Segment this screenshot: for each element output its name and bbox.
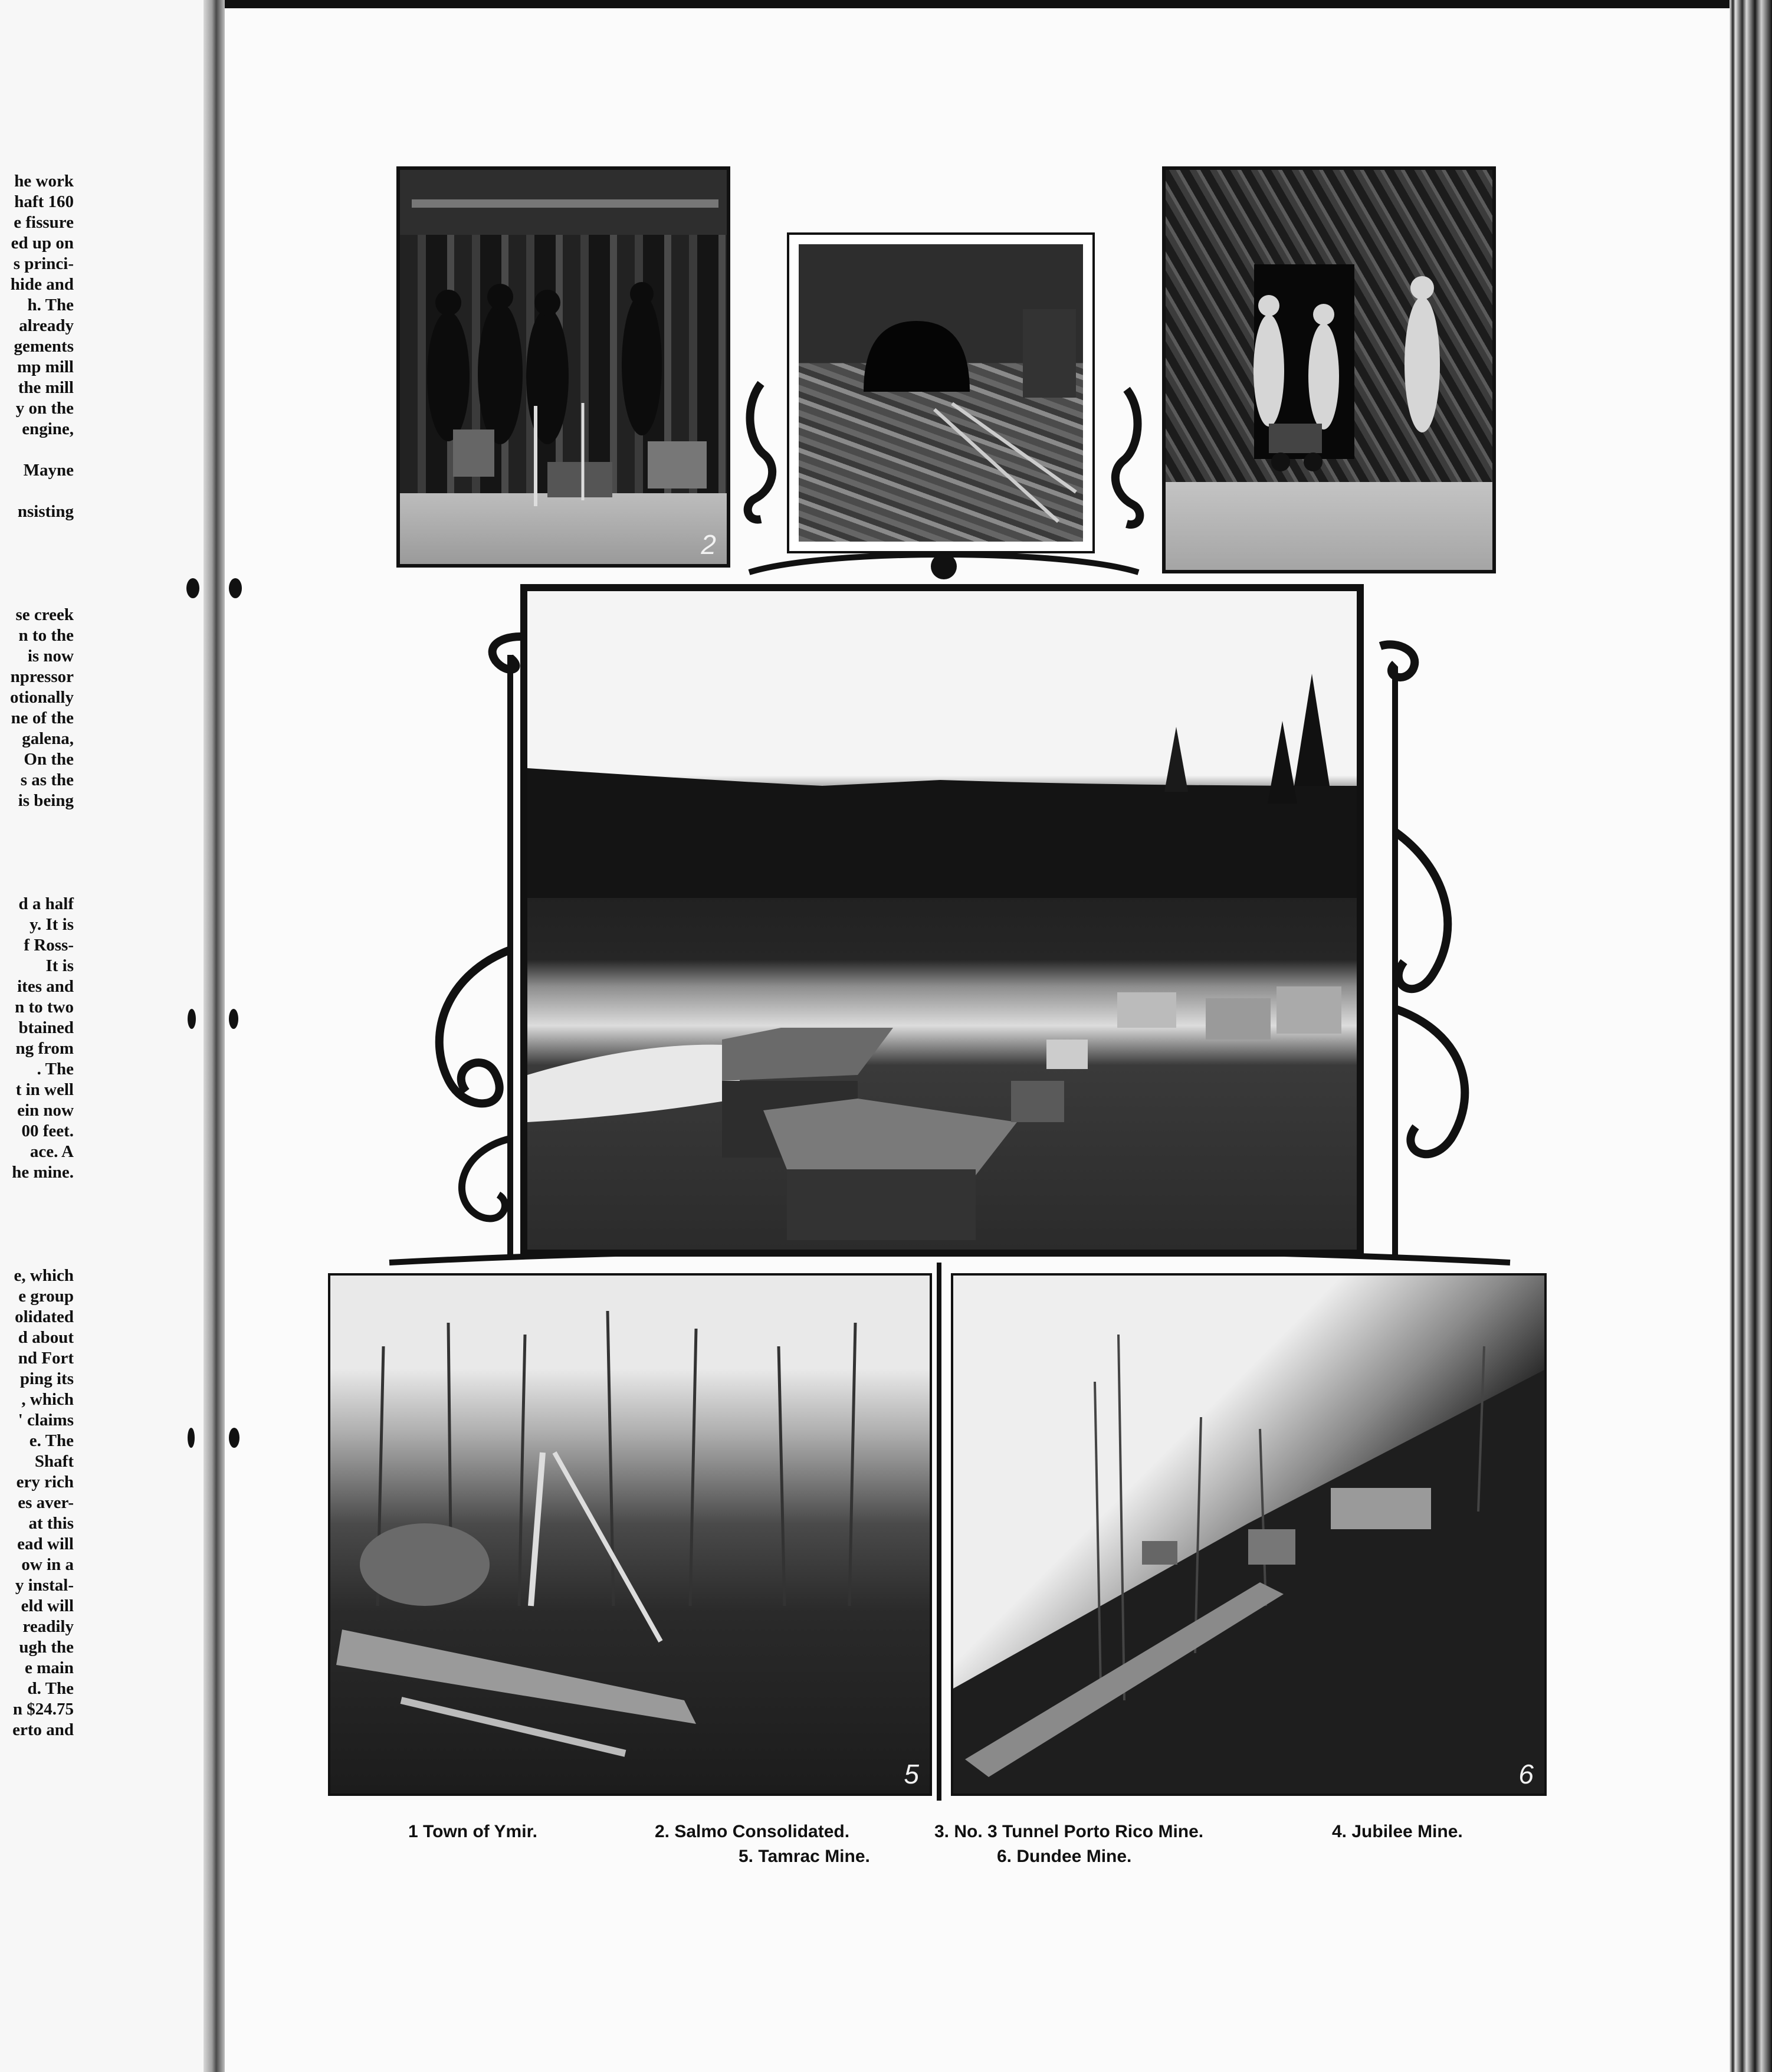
left-column-line: gements [14,337,74,356]
binding-hole [188,1009,196,1029]
photo-jubilee-mine [1162,166,1496,573]
left-column-line: n $24.75 [12,1700,74,1719]
left-column-line: d a half [18,894,74,913]
left-column-line: ites and [17,977,74,996]
binding-hole [229,1009,238,1029]
binding-hole [188,1428,195,1448]
left-column-line: n to two [15,998,74,1017]
caption-tamrac-mine: 5. Tamrac Mine. [739,1847,870,1866]
caption-dundee-mine: 6. Dundee Mine. [997,1847,1132,1866]
left-column-line: ' claims [18,1411,74,1430]
page-right-edge [1730,0,1772,2072]
caption-porto-rico-tunnel: 3. No. 3 Tunnel Porto Rico Mine. [934,1822,1204,1841]
left-column-line: e main [25,1658,74,1677]
left-column-line: es aver- [18,1493,74,1512]
photo-number: 5 [904,1759,919,1789]
left-column-line: at this [28,1514,74,1533]
left-column-line: is now [27,647,74,665]
left-column-line: h. The [27,296,74,314]
left-column-line: ace. A [29,1142,74,1161]
binding-hole [229,578,242,598]
left-column-line: eld will [21,1596,74,1615]
left-column-line: nd Fort [18,1349,74,1368]
left-column-line: otionally [10,688,74,707]
left-column-line: , which [21,1390,74,1409]
left-column-line: On the [24,750,74,769]
left-column-line: engine, [22,419,74,438]
left-column-line: e fissure [14,213,74,232]
tamrac-illustration [330,1276,930,1794]
left-column-line: s as the [20,771,74,789]
left-column-line: Shaft [34,1452,74,1471]
left-column-line: t in well [15,1080,74,1099]
left-column-line: ugh the [19,1638,74,1657]
caption-jubilee-mine: 4. Jubilee Mine. [1332,1822,1463,1841]
photo-divider [937,1263,941,1801]
left-column-line: d about [18,1328,74,1347]
jubilee-workers-illustration [1166,170,1496,573]
left-column-line: nsisting [17,502,74,521]
caption-salmo-consolidated: 2. Salmo Consolidated. [655,1822,850,1841]
left-column-line: f Ross- [24,936,74,955]
photo-number: 6 [1518,1759,1534,1789]
left-column-line: y. It is [29,915,74,934]
dundee-illustration [953,1276,1544,1794]
left-column-line: ery rich [16,1473,74,1491]
photo-salmo-consolidated [396,166,730,568]
caption-town-of-ymir: 1 Town of Ymir. [408,1822,537,1841]
left-column-line: ead will [17,1535,74,1553]
left-column-line: d. The [27,1679,74,1698]
left-column-line: readily [22,1617,74,1636]
mine-workers-illustration [400,170,730,568]
photo-tamrac-mine [328,1273,932,1796]
left-column-line: hide and [10,275,74,294]
left-column-line: already [19,316,74,335]
photo-porto-rico-tunnel [789,235,1092,551]
left-column-line: e. The [29,1431,74,1450]
left-column-line: ping its [19,1369,74,1388]
binding-hole [229,1428,239,1448]
left-column-line: e, which [14,1266,74,1285]
left-column-line: ed up on [11,234,74,253]
left-column-line: galena, [22,729,74,748]
left-column-line: he work [14,172,74,191]
left-column-line: haft 160 [14,192,74,211]
left-column-line: ng from [15,1039,74,1058]
left-column-line: se creek [15,605,74,624]
left-column-line: the mill [18,378,74,397]
left-column-line: npressor [10,667,74,686]
left-column-line: ein now [17,1101,74,1120]
left-column-line: It is [45,956,74,975]
left-column-line: olidated [15,1307,74,1326]
page-top-edge [225,0,1730,8]
left-column-line: y instal- [15,1576,74,1595]
left-column-line: is being [18,791,74,810]
page-gutter [204,0,225,2072]
left-column-line: n to the [18,626,74,645]
photo-number: 2 [701,529,716,560]
left-column-line: y on the [15,399,74,418]
left-column-line: erto and [12,1720,74,1739]
binding-hole [186,578,199,598]
previous-page-column [0,0,204,2072]
left-column-line: ne of the [11,709,74,727]
left-column-line: ow in a [21,1555,74,1574]
left-column-line: e group [18,1287,74,1306]
left-column-line: btained [18,1018,74,1037]
photo-town-of-ymir [520,584,1364,1257]
left-column-line: s princi- [13,254,74,273]
photo-dundee-mine [951,1273,1547,1796]
left-column-line: . The [37,1060,74,1078]
town-illustration [527,591,1357,1250]
left-column-line: 00 feet. [21,1122,74,1140]
left-column-line: he mine. [12,1163,74,1182]
tunnel-illustration [799,244,1083,542]
left-column-line: mp mill [17,358,74,376]
left-column-line: Mayne [23,461,74,480]
